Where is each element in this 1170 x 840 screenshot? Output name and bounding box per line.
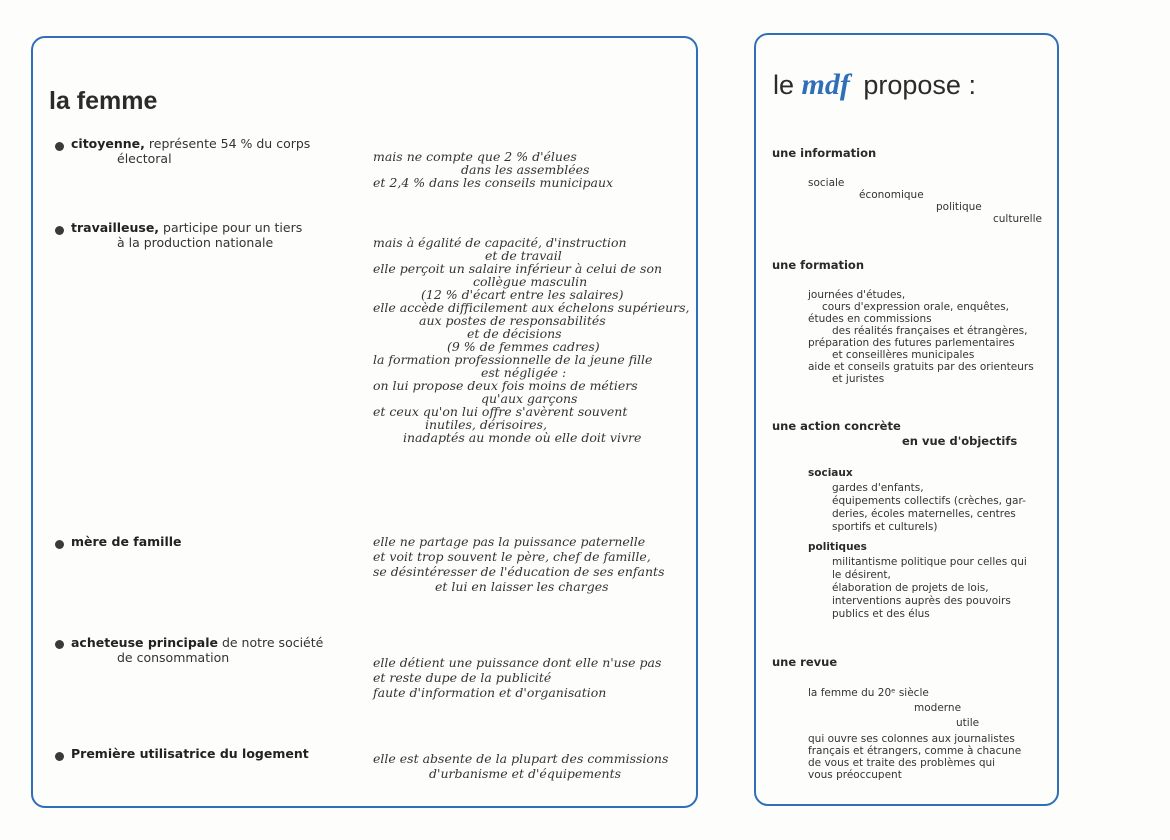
note-line: inadaptés au monde où elle doit vivre [403,430,642,445]
info-line: économique [859,189,924,201]
note-line: se désintéresser de l'éducation de ses enfants [373,564,665,579]
revue-line: français et étrangers, comme à chacune [808,745,1022,757]
section-heading-revue: une revue [772,655,838,669]
item-text: de notre société [217,635,324,650]
sociaux-line: gardes d'enfants, [832,482,924,494]
revue-line: moderne [914,702,962,714]
politiques-line: le désirent, [832,569,891,581]
formation-line: cours d'expression orale, enquêtes, [822,301,1010,313]
note-acheteuse [373,655,683,700]
formation-line: et conseillères municipales [832,349,975,361]
note-line: aux postes de responsabilités [419,313,606,328]
note-line: d'urbanisme et d'équipements [429,766,622,781]
formation-line: des réalités françaises et étrangères, [832,325,1028,337]
bullet-icon [55,640,64,649]
item-label: mère de famille [71,534,182,549]
item-text: participe pour un tiers [159,220,303,235]
note-line: mais à égalité de capacité, d'instruction [373,235,627,250]
section-subheading-action: en vue d'objectifs [902,434,1018,448]
note-citoyenne [373,150,683,189]
formation-line: et juristes [832,373,885,385]
note-mere-de-famille [373,534,683,594]
bullet-icon [55,226,64,235]
revue-line: de vous et traite des problèmes qui [808,757,996,769]
note-line: dans les assemblées [461,162,590,177]
note-line: inutiles, dérisoires, [425,417,547,432]
title-prefix: le [773,70,795,100]
bullet-icon [55,752,64,761]
note-utilisatrice-logement [373,751,683,781]
note-travailleuse [373,235,690,445]
formation-line: études en commissions [808,313,932,325]
note-line: est négligée : [481,365,567,380]
title-suffix: propose : [863,70,976,100]
note-line: et lui en laisser les charges [435,579,609,594]
proposal-title [773,68,976,102]
item-acheteuse [71,635,323,665]
note-line: et voit trop souvent le père, chef de famille, [373,549,651,564]
info-line: sociale [808,177,845,189]
revue-line: utile [956,717,980,729]
note-line: elle perçoit un salaire inférieur à celui de son [373,261,663,276]
panel-title: la femme [49,87,158,115]
sociaux-line: équipements collectifs (crèches, gar- [832,495,1026,507]
item-text-cont: électoral [117,151,172,166]
bullet-icon [55,142,64,151]
item-text: représente 54 % du corps [144,136,311,151]
note-line: et reste dupe de la publicité [373,670,552,685]
section-heading-information: une information [772,146,877,160]
formation-line: aide et conseils gratuits par des orienteurs [808,361,1034,373]
note-line: faute d'information et d'organisation [373,685,607,700]
section-heading-action: une action concrète [772,419,901,433]
note-line: on lui propose deux fois moins de métiers [373,378,638,393]
bullet-icon [55,540,64,549]
note-line: elle accède difficilement aux échelons supérieurs, [373,300,690,315]
formation-line: journées d'études, [808,289,906,301]
revue-line: la femme du 20ᵉ siècle [808,687,929,699]
sociaux-line: deries, écoles maternelles, centres [832,508,1016,520]
item-travailleuse [71,220,302,250]
mdf-propose-panel [754,33,1059,806]
note-line: et 2,4 % dans les conseils municipaux [373,175,614,190]
item-label: travailleuse, [71,220,160,235]
item-citoyenne [71,136,310,166]
item-label: citoyenne, [71,136,145,151]
formation-line: préparation des futures parlementaires [808,337,1015,349]
note-line: mais ne compte que 2 % d'élues [373,149,577,164]
note-line: et de travail [485,248,562,263]
note-line: et ceux qu'on lui offre s'avèrent souvent [373,404,628,419]
sociaux-label: sociaux [808,467,853,479]
mdf-logo: mdf [801,68,850,101]
item-text-cont: à la production nationale [117,235,274,250]
note-line: et de décisions [467,326,562,341]
section-heading-formation: une formation [772,258,865,272]
item-mere-de-famille [71,534,182,549]
item-label: Première utilisatrice du logement [71,746,309,761]
sociaux-line: sportifs et culturels) [832,521,938,533]
politiques-label: politiques [808,541,867,553]
note-line: (9 % de femmes cadres) [447,339,600,354]
note-line: la formation professionnelle de la jeune fille [373,352,653,367]
politiques-line: publics et des élus [832,608,930,620]
note-line: (12 % d'écart entre les salaires) [421,287,624,302]
revue-line: qui ouvre ses colonnes aux journalistes [808,733,1015,745]
politiques-line: militantisme politique pour celles qui [832,556,1027,568]
note-line: collègue masculin [473,274,588,289]
item-text-cont: de consommation [117,650,230,665]
revue-line: vous préoccupent [808,769,902,781]
item-label: acheteuse principale [71,635,218,650]
note-line: qu'aux garçons [481,391,578,406]
note-line: elle détient une puissance dont elle n'use pas [373,655,662,670]
info-line: politique [936,201,982,213]
la-femme-panel [31,36,698,808]
info-line: culturelle [993,213,1042,225]
politiques-line: interventions auprès des pouvoirs [832,595,1011,607]
note-line: elle est absente de la plupart des commissions [373,751,669,766]
item-utilisatrice-logement [71,746,309,761]
note-line: elle ne partage pas la puissance paternelle [373,534,646,549]
politiques-line: élaboration de projets de lois, [832,582,989,594]
